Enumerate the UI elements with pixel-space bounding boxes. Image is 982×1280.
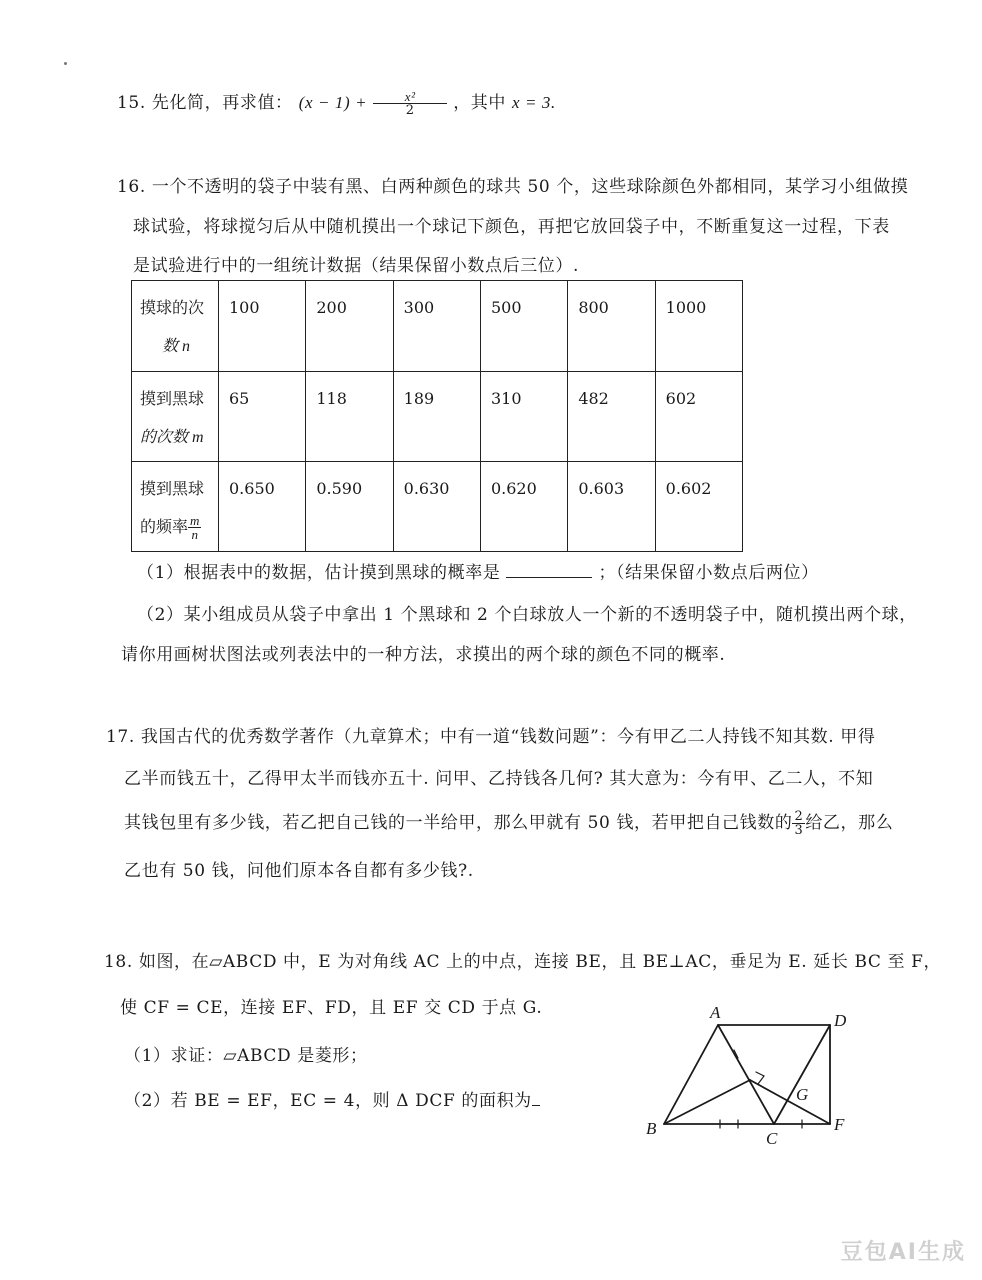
q16-part-1: （1）根据表中的数据，估计摸到黑球的概率是 ；（结果保留小数点后两位） xyxy=(137,563,819,583)
frequency-table xyxy=(131,280,743,552)
q15-text-b: ，其中 xyxy=(453,93,506,113)
cell-m-4: 482 xyxy=(568,371,655,462)
q18-line-2: 使 CF = CE，连接 EF、FD，且 EF 交 CD 于点 G. xyxy=(120,998,543,1018)
watermark: 豆包AI生成 xyxy=(840,1240,966,1265)
question-15 xyxy=(117,88,556,117)
row-label-freq: 摸到黑球 的频率 $\frac{m}{n}$ xyxy=(132,462,219,552)
table-row-m xyxy=(132,371,743,462)
right-angle-mark xyxy=(756,1072,764,1084)
label-g: G xyxy=(796,1085,809,1104)
table-row-freq xyxy=(132,462,743,552)
cell-f-1: 0.590 xyxy=(306,462,393,552)
row-label-m: 摸到黑球 的次数 m xyxy=(132,371,219,462)
q18-part-1: （1）求证：▱ABCD 是菱形； xyxy=(124,1046,368,1066)
cell-m-5: 602 xyxy=(655,371,742,462)
diagonal-ac xyxy=(718,1025,774,1124)
q16-number: 16. xyxy=(117,177,146,197)
q15-text-a: 先化简，再求值： xyxy=(151,93,293,113)
rhombus-diagram xyxy=(638,1000,858,1150)
cell-f-5: 0.602 xyxy=(655,462,742,552)
answer-blank[interactable] xyxy=(506,563,592,578)
cell-f-3: 0.620 xyxy=(480,462,567,552)
freq-fraction: $\frac{m}{n}$ xyxy=(190,513,200,543)
q16-line-2: 球试验，将球搅匀后从中随机摸出一个球记下颜色，再把它放回袋子中，不断重复这一过程，下表 xyxy=(133,217,890,237)
q18-number: 18. xyxy=(104,952,133,972)
q16-line-1 xyxy=(117,172,908,197)
q15-fraction xyxy=(373,90,447,117)
q18-part-2: （2）若 BE = EF，EC = 4，则 Δ DCF 的面积为 xyxy=(124,1086,540,1111)
cell-m-2: 189 xyxy=(393,371,480,462)
label-d: D xyxy=(834,1011,847,1030)
cell-f-4: 0.603 xyxy=(568,462,655,552)
cell-m-0: 65 xyxy=(219,371,306,462)
q16-line-3: 是试验进行中的一组统计数据（结果保留小数点后三位）. xyxy=(133,256,580,276)
scan-dot xyxy=(64,62,67,65)
q15-frac-den: 2 xyxy=(373,103,447,117)
q17-number: 17. xyxy=(106,727,135,747)
q16-part-2-line-1: （2）某小组成员从袋子中拿出 1 个黑球和 2 个白球放人一个新的不透明袋子中，随机摸出两个球， xyxy=(137,605,917,625)
cell-n-0: 100 xyxy=(219,281,306,372)
cell-m-1: 118 xyxy=(306,371,393,462)
cell-n-2: 300 xyxy=(393,281,480,372)
q15-expr: (x − 1) + xyxy=(298,93,368,112)
q15-frac-num: x² xyxy=(404,89,416,104)
cell-f-0: 0.650 xyxy=(219,462,306,552)
cell-f-2: 0.630 xyxy=(393,462,480,552)
label-b: B xyxy=(646,1119,657,1138)
label-f: F xyxy=(834,1115,845,1134)
cell-n-1: 200 xyxy=(306,281,393,372)
q18-line-1: 18. 如图，在▱ABCD 中，E 为对角线 AC 上的中点，连接 BE，且 BE⊥AC，垂足为 E. 延长 BC 至 F， xyxy=(104,952,942,972)
cell-m-3: 310 xyxy=(480,371,567,462)
row-label-n: 摸球的次 数 n xyxy=(132,281,219,372)
q16-text-1: 一个不透明的袋子中装有黑、白两种颜色的球共 50 个，这些球除颜色外都相同，某学习小组做摸 xyxy=(151,177,909,197)
label-a: A xyxy=(710,1003,721,1022)
cell-n-3: 500 xyxy=(480,281,567,372)
q15-condition: x = 3. xyxy=(512,93,556,112)
cell-n-4: 800 xyxy=(568,281,655,372)
table-row-n xyxy=(132,281,743,372)
cell-n-5: 1000 xyxy=(655,281,742,372)
q17-line-1: 17. 我国古代的优秀数学著作（九章算术；中有一道“钱数问题”：今有甲乙二人持钱不知其数. 甲得 xyxy=(106,727,876,747)
segment-ab xyxy=(664,1025,718,1124)
q17-line-4: 乙也有 50 钱，问他们原本各自都有多少钱?. xyxy=(124,861,474,881)
q17-fraction: $\frac{2}{3}$ xyxy=(794,809,804,838)
q16-part-2-line-2: 请你用画树状图法或列表法中的一种方法，求摸出的两个球的颜色不同的概率. xyxy=(121,645,726,665)
label-c: C xyxy=(766,1129,778,1148)
q15-number: 15. xyxy=(117,93,146,113)
q17-line-2: 乙半而钱五十，乙得甲太半而钱亦五十. 问甲、乙持钱各几何? 其大意为：今有甲、乙二人，不知 xyxy=(124,769,874,789)
q17-line-3: 其钱包里有多少钱，若乙把自己钱的一半给甲，那么甲就有 50 钱，若甲把自己钱数的 $\frac{2}{3}$ 给乙，那么 xyxy=(124,809,894,838)
